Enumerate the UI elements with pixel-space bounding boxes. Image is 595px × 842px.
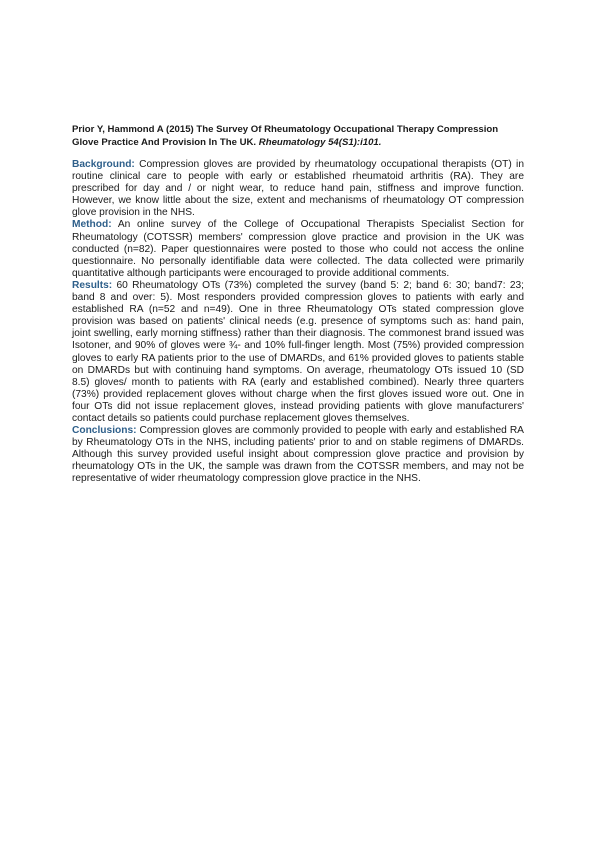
section-text: Compression gloves are provided by rheumatology occupational therapists (OT) in routine clinical care to people with early or established rheumatoid arthritis (RA). They are prescribed for day and / or night wear, to reduce hand pain, stiffness and improve function. However, we know little about the size, extent and mechanisms of rheumatology OT compression glove provision in the NHS. (72, 159, 524, 219)
section-heading: Results: (72, 279, 113, 291)
section-heading: Conclusions: (72, 425, 137, 437)
section-heading: Background: (72, 159, 135, 170)
section-text: An online survey of the College of Occupational Therapists Specialist Section for Rheumatology (COTSSR) members' compression glove practice and provision in the UK was conducted (n=82). Paper questionnaires were posted to those who could not access the online questionnaire. No personally identifiable data were collected. The data collected were primarily quantitative although participants were encouraged to provide additional comments. (72, 219, 524, 279)
citation-authors-title: Prior Y, Hammond A (2015) The Survey Of Rheumatology Occupational Therapy Compression Glove Practice And Provision In The UK. (72, 124, 499, 148)
section-background (72, 159, 524, 219)
citation-journal: Rheumatology 54(S1):i101. (258, 136, 382, 148)
section-text: Compression gloves are commonly provided to people with early and established RA by Rheumatology OTs in the NHS, including patients' prior to and on stable regimens of DMARDs. Although this survey provided useful insight about compression glove practice and provision by rheumatology OTs in the UK, the sample was drawn from the COTSSR members, and may not be representative of wider rheumatology compression glove practice in the NHS. (72, 425, 524, 485)
section-results (72, 280, 524, 425)
section-text: 60 Rheumatology OTs (73%) completed the survey (band 5: 2; band 6: 30; band7: 23; band 8 and over: 5). Most responders provided compression gloves to patients with early and established RA (n=52 and n=49). One in three Rheumatology OTs stated compression glove provision was based on patients' clinical needs (e.g. presence of symptoms such as: hand pain, joint swelling, early morning stiffness) rather than their diagnosis. The commonest brand issued was Isotoner, and 90% of gloves were ¾- and 10% full-finger length. Most (75%) provided compression gloves to early RA patients prior to the use of DMARDs, and 61% provided gloves to patients stable on DMARDs but with continuing hand symptoms. On average, rheumatology OTs issued 10 (SD 8.5) gloves/ month to patients with RA (early and established combined). Nearly three quarters (73%) provided replacement gloves without charge when the first gloves issued wore out. One in four OTs did not issue replacement gloves, instead providing patients with glove manufacturers' contact details so patients could purchase replacement gloves themselves. (72, 279, 524, 424)
citation (72, 124, 524, 149)
section-conclusions (72, 425, 524, 485)
section-method (72, 219, 524, 279)
section-heading: Method: (72, 219, 112, 231)
document-page (72, 124, 524, 486)
